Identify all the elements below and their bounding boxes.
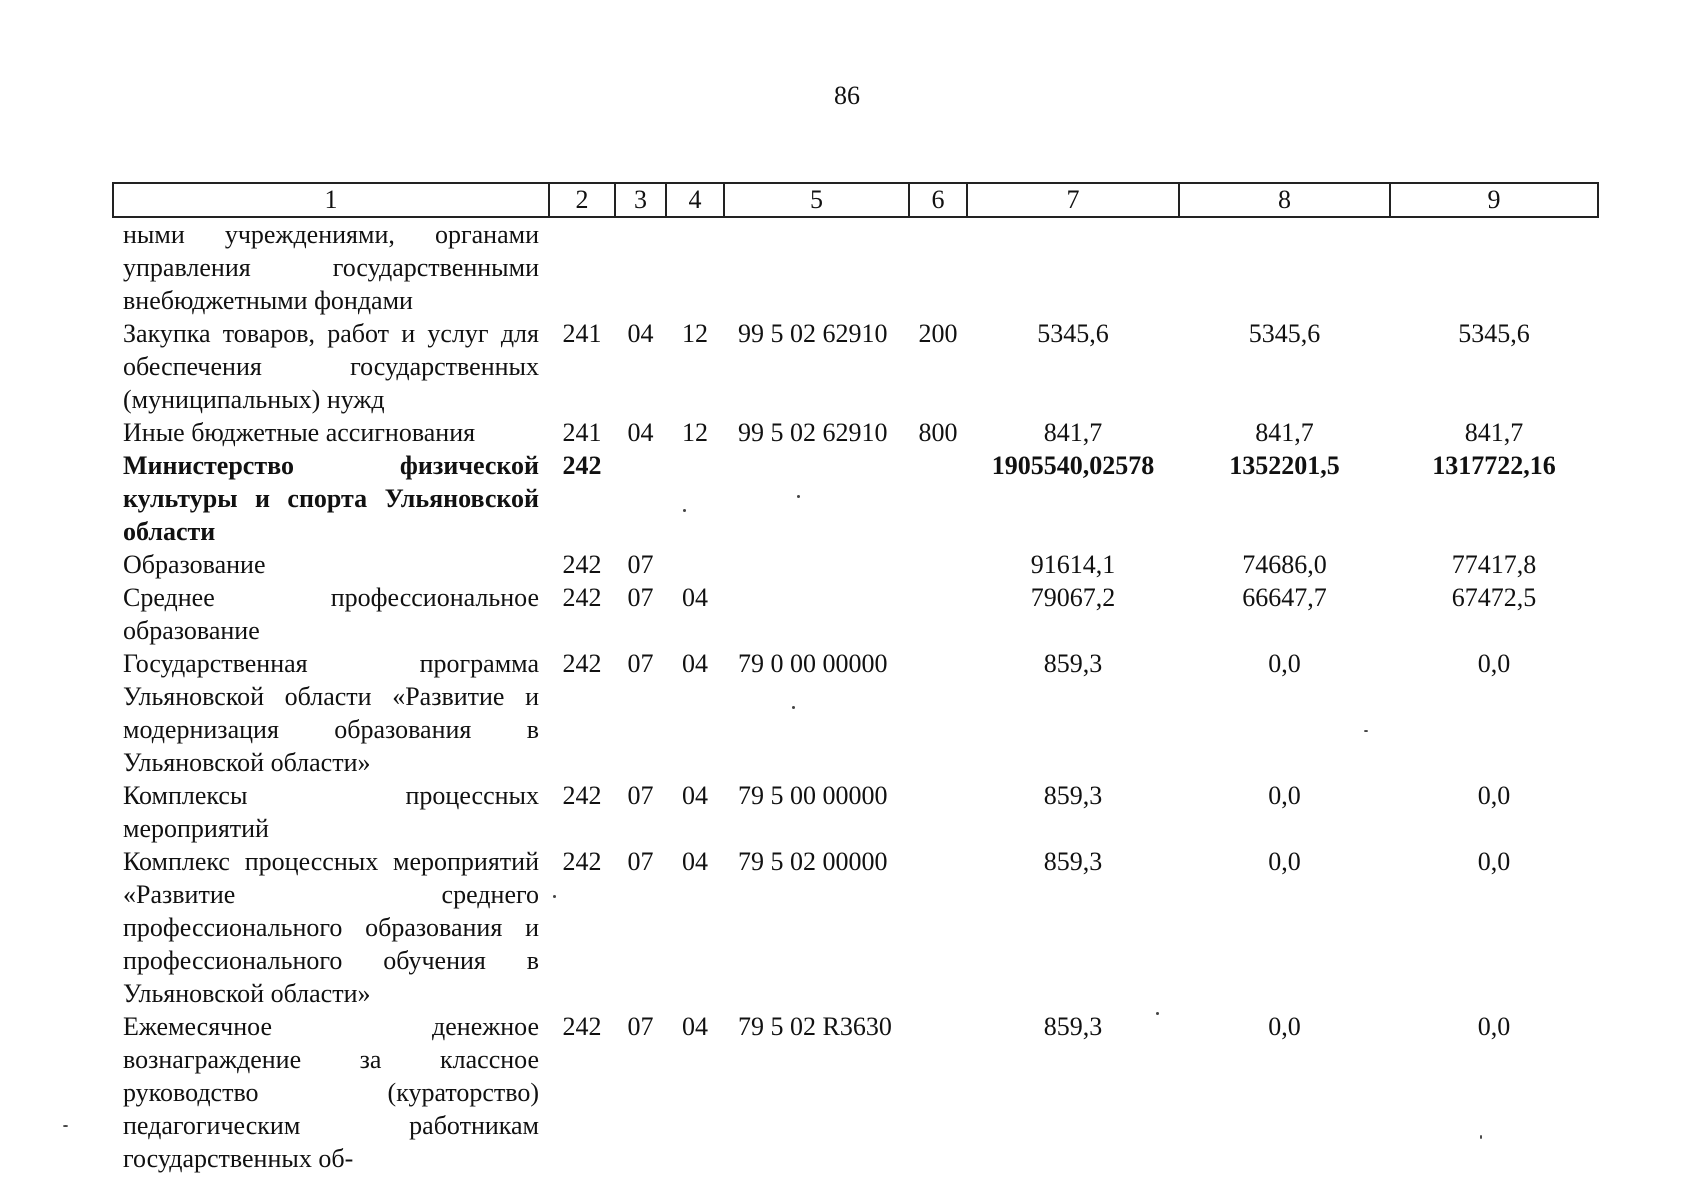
cell-amount-col7: 91614,1 [1030, 550, 1116, 579]
cell-target-article: 79 5 00 00000 [738, 781, 888, 810]
cell-grbs: 242 [562, 847, 602, 876]
cell-name: ными учреждениями, органами управления государственными внебюджетными фондами [123, 220, 539, 315]
cell-amount-col7: 859,3 [1043, 781, 1103, 810]
table-row [113, 449, 1598, 548]
table-row [113, 416, 1598, 449]
cell-name: Образование [123, 550, 266, 579]
cell-name: Ежемесячное денежное вознаграждение за классное руководство (кураторство) педагогическим работникам государственных об- [123, 1012, 539, 1173]
budget-table [112, 182, 1599, 1175]
cell-grbs: 242 [562, 1012, 602, 1041]
header-col-2: 2 [549, 183, 615, 217]
cell-target-article [724, 548, 909, 581]
cell-target-article [724, 217, 909, 317]
cell-expense-type [909, 779, 967, 845]
cell-grbs: 241 [562, 418, 602, 447]
table-row [113, 845, 1598, 1010]
cell-grbs: 242 [562, 781, 602, 810]
cell-section [615, 449, 666, 548]
cell-target-article: 79 5 02 R3630 [738, 1012, 892, 1041]
cell-amount-col9: 841,7 [1464, 418, 1524, 447]
cell-grbs: 242 [562, 583, 602, 612]
scan-speck [1364, 730, 1368, 732]
cell-subsection [666, 548, 724, 581]
cell-target-article: 79 0 00 00000 [738, 649, 888, 678]
cell-subsection: 04 [682, 781, 708, 810]
cell-section: 07 [627, 781, 654, 810]
cell-subsection: 04 [682, 583, 708, 612]
cell-expense-type [909, 1010, 967, 1175]
scan-speck [683, 509, 686, 512]
cell-section: 07 [627, 847, 654, 876]
cell-amount-col7: 859,3 [1043, 847, 1103, 876]
cell-expense-type [909, 449, 967, 548]
cell-section: 07 [627, 550, 654, 579]
cell-amount-col9: 67472,5 [1451, 583, 1537, 612]
cell-expense-type [909, 581, 967, 647]
page-number: 86 [834, 81, 860, 110]
cell-amount-col7: 5345,6 [1037, 319, 1109, 348]
cell-target-article [724, 449, 909, 548]
cell-amount-col8: 74686,0 [1242, 550, 1327, 579]
cell-section: 07 [627, 1012, 654, 1041]
cell-amount-col9: 0,0 [1477, 649, 1511, 678]
cell-target-article: 99 5 02 62910 [738, 418, 888, 447]
header-col-4: 4 [666, 183, 724, 217]
cell-amount-col8 [1179, 217, 1390, 317]
cell-expense-type [909, 845, 967, 1010]
cell-name: Закупка товаров, работ и услуг для обеспечения государственных (муниципальных) нужд [123, 319, 539, 414]
cell-grbs [549, 217, 615, 317]
cell-expense-type: 800 [918, 418, 958, 447]
table-row [113, 647, 1598, 779]
cell-amount-col7: 79067,2 [1030, 583, 1116, 612]
table-row [113, 548, 1598, 581]
cell-amount-col9: 1317722,16 [1432, 451, 1556, 480]
cell-amount-col9: 5345,6 [1458, 319, 1530, 348]
scan-speck [1480, 1135, 1482, 1139]
cell-target-article [724, 581, 909, 647]
cell-amount-col8: 1352201,5 [1229, 451, 1340, 480]
scan-speck [553, 895, 556, 898]
cell-name: Государственная программа Ульяновской области «Развитие и модернизация образования в Ульяновской области» [123, 649, 539, 777]
cell-name: Министерство физической культуры и спорта Ульяновской области [123, 451, 539, 546]
header-col-5: 5 [724, 183, 909, 217]
table-row [113, 779, 1598, 845]
header-col-7: 7 [967, 183, 1179, 217]
cell-amount-col9: 0,0 [1477, 781, 1511, 810]
header-row [113, 183, 1598, 217]
cell-subsection: 12 [682, 418, 708, 447]
cell-subsection [666, 449, 724, 548]
cell-expense-type [909, 647, 967, 779]
scan-speck [63, 1125, 68, 1127]
cell-section: 07 [627, 583, 654, 612]
header-col-6: 6 [909, 183, 967, 217]
cell-target-article: 79 5 02 00000 [738, 847, 888, 876]
cell-amount-col8: 66647,7 [1242, 583, 1327, 612]
cell-name: Иные бюджетные ассигнования [123, 418, 476, 447]
table-body [113, 217, 1598, 1175]
cell-section [615, 217, 666, 317]
cell-amount-col7: 859,3 [1043, 1012, 1103, 1041]
cell-section: 07 [627, 649, 654, 678]
cell-grbs: 241 [562, 319, 602, 348]
cell-amount-col7: 1905540,02578 [991, 451, 1155, 480]
cell-name: Комплекс процессных мероприятий «Развитие среднего профессионального образования и профессионального обучения в Ульяновской области» [123, 847, 539, 1008]
cell-amount-col9: 0,0 [1477, 847, 1511, 876]
header-col-9: 9 [1390, 183, 1598, 217]
cell-expense-type: 200 [918, 319, 958, 348]
cell-subsection: 12 [682, 319, 708, 348]
table-row [113, 217, 1598, 317]
cell-section: 04 [627, 319, 654, 348]
cell-subsection: 04 [682, 649, 708, 678]
cell-amount-col8: 0,0 [1268, 1012, 1301, 1041]
scan-speck [792, 706, 795, 709]
cell-amount-col9: 0,0 [1477, 1012, 1511, 1041]
cell-amount-col8: 0,0 [1268, 649, 1301, 678]
cell-amount-col8: 0,0 [1268, 847, 1301, 876]
cell-amount-col7 [967, 217, 1179, 317]
header-col-8: 8 [1179, 183, 1390, 217]
cell-amount-col8: 5345,6 [1248, 319, 1321, 348]
cell-section: 04 [627, 418, 654, 447]
cell-amount-col9 [1390, 217, 1598, 317]
table-row [113, 581, 1598, 647]
cell-amount-col9: 77417,8 [1451, 550, 1537, 579]
cell-name: Комплексы процессных мероприятий [123, 781, 539, 843]
header-col-1: 1 [113, 183, 549, 217]
cell-amount-col7: 841,7 [1043, 418, 1103, 447]
table-row [113, 1010, 1598, 1175]
cell-subsection [666, 217, 724, 317]
cell-target-article: 99 5 02 62910 [738, 319, 888, 348]
header-col-3: 3 [615, 183, 666, 217]
cell-amount-col8: 0,0 [1268, 781, 1301, 810]
scan-speck [1156, 1012, 1159, 1015]
cell-amount-col7: 859,3 [1043, 649, 1103, 678]
cell-subsection: 04 [682, 1012, 708, 1041]
cell-subsection: 04 [682, 847, 708, 876]
cell-grbs: 242 [562, 649, 602, 678]
cell-expense-type [909, 548, 967, 581]
cell-name: Среднее профессиональное образование [123, 583, 539, 645]
cell-grbs: 242 [562, 451, 602, 480]
cell-expense-type [909, 217, 967, 317]
cell-grbs: 242 [562, 550, 602, 579]
cell-amount-col8: 841,7 [1255, 418, 1314, 447]
scan-speck [797, 495, 800, 498]
table-row [113, 317, 1598, 416]
